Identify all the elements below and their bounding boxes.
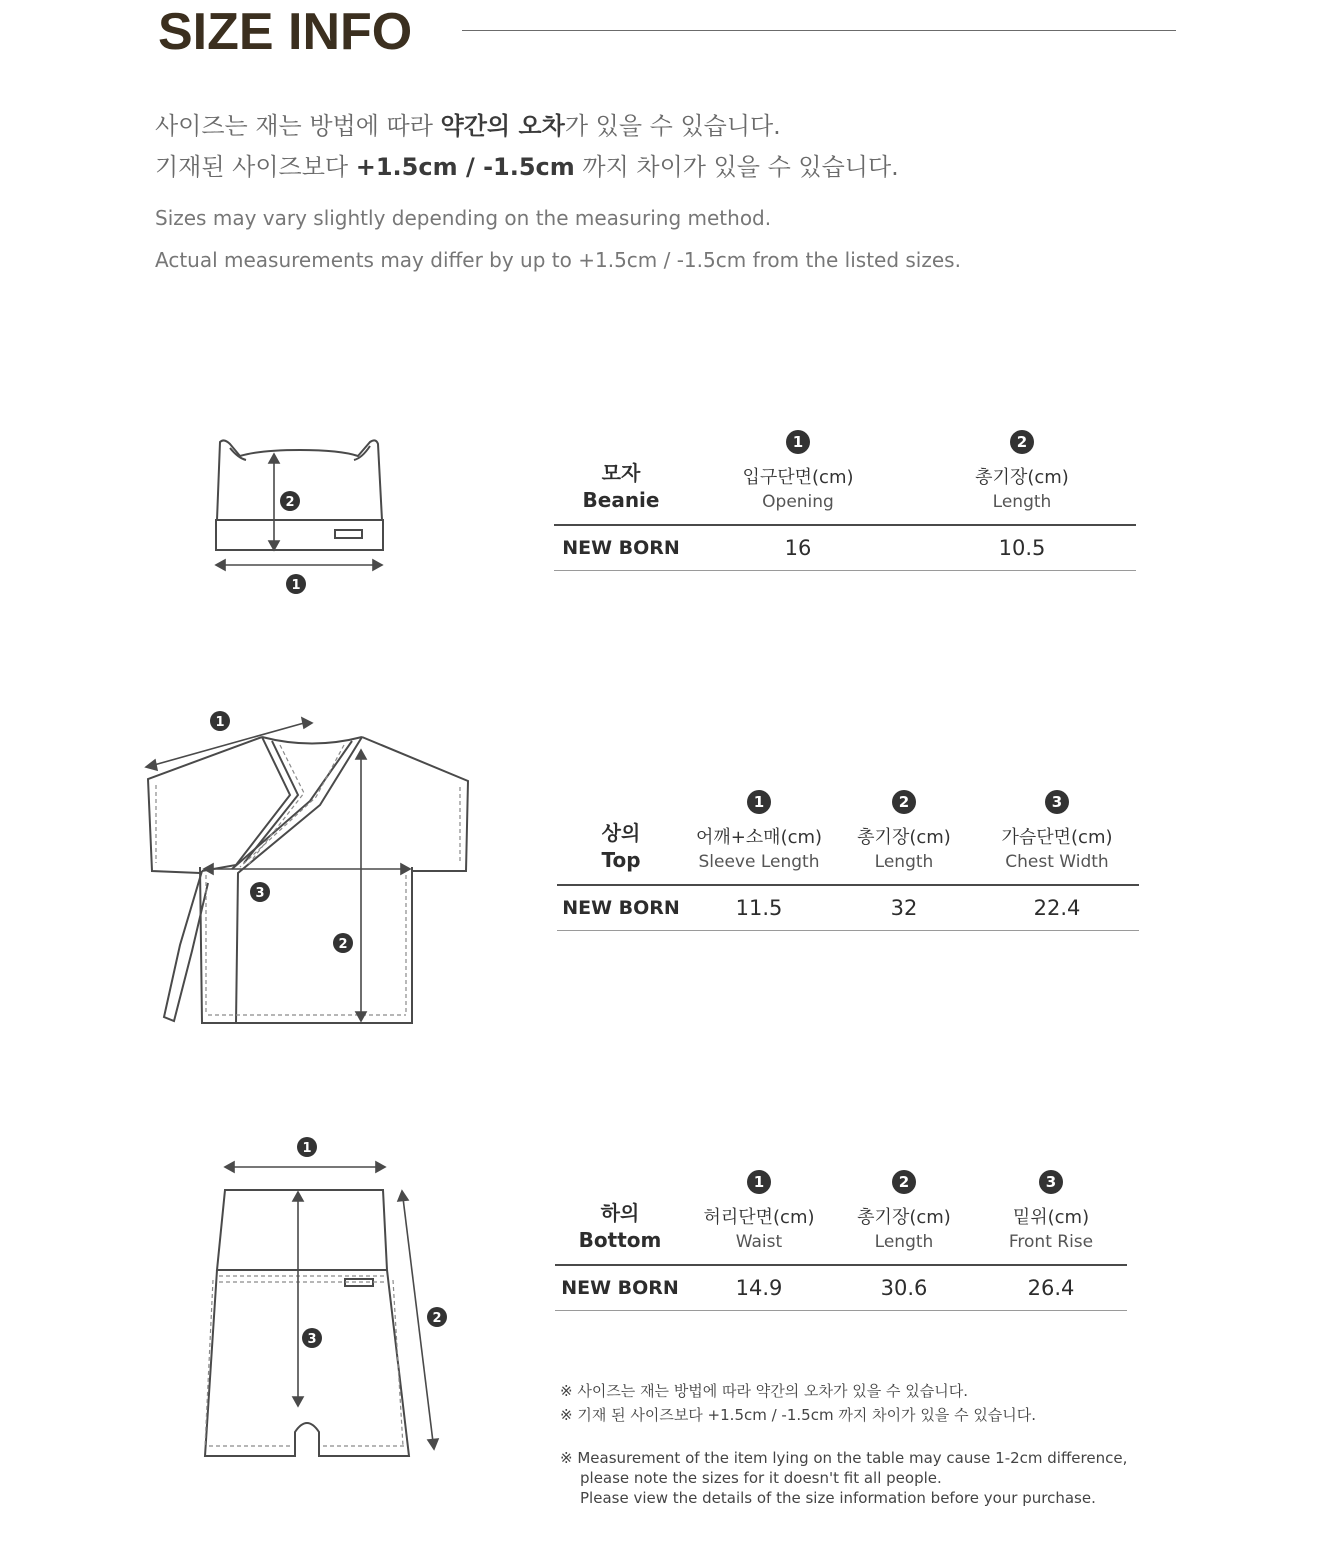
beanie-category-en: Beanie: [582, 488, 660, 512]
top-col-1-en: Sleeve Length: [698, 852, 820, 872]
top-category-en: Top: [601, 848, 641, 872]
bottom-col-1-kr: 허리단면(cm): [703, 1207, 815, 1228]
bottom-col-1-en: Waist: [735, 1232, 783, 1252]
beanie-badge-1: [286, 574, 306, 594]
notice-kr-line-1: [155, 106, 781, 141]
notice-en-line-2: Actual measurements may differ by up to +1.5cm / -1.5cm from the listed sizes.: [155, 248, 961, 272]
top-category-kr: 상의: [601, 821, 641, 845]
cell-sleeve: 11.5: [685, 885, 833, 931]
top-illustration: [140, 705, 480, 1035]
top-badge-3: [250, 882, 270, 902]
bottom-badge-2: [427, 1307, 447, 1327]
cell-length: 10.5: [908, 525, 1136, 571]
top-badge-2: [333, 933, 353, 953]
footnote-en-2: please note the sizes for it doesn't fit all people.: [580, 1469, 942, 1487]
notice-en-line-1: Sizes may vary slightly depending on the measuring method.: [155, 206, 772, 230]
table-row: [554, 525, 1136, 571]
bottom-col-waist: [685, 1170, 833, 1265]
svg-text:1: 1: [215, 715, 225, 730]
bottom-col-3-en: Front Rise: [1008, 1232, 1094, 1252]
cell-rise: 26.4: [975, 1265, 1127, 1311]
notice-kr-2-part-2: +1.5cm / -1.5cm: [355, 153, 575, 181]
cell-length: 32: [833, 885, 975, 931]
top-col-2-kr: 총기장(cm): [857, 827, 951, 848]
top-col-3-en: Chest Width: [1005, 852, 1109, 872]
notice-kr-1-part-2: 약간의 오차: [440, 112, 565, 140]
beanie-category-kr: 모자: [601, 461, 641, 485]
badge-1-icon: 1: [786, 430, 810, 454]
svg-text:3: 3: [307, 1332, 317, 1347]
bottom-category-en: Bottom: [578, 1228, 662, 1252]
cell-waist: 14.9: [685, 1265, 833, 1311]
row-label: NEW BORN: [554, 525, 688, 571]
top-col-sleeve: [685, 790, 833, 885]
title-divider: [462, 30, 1176, 31]
bottom-size-table: [555, 1170, 1127, 1311]
notice-kr-2-part-3: 까지 차이가 있을 수 있습니다.: [574, 153, 899, 181]
notice-kr-1-part-1: 사이즈는 재는 방법에 따라: [155, 112, 441, 140]
bottom-col-rise: [975, 1170, 1127, 1265]
beanie-size-table: [554, 430, 1136, 571]
bottom-col-length: [833, 1170, 975, 1265]
row-label: NEW BORN: [555, 1265, 685, 1311]
badge-2-icon: 2: [892, 790, 916, 814]
footnote-en-1: ※ Measurement of the item lying on the table may cause 1-2cm difference,: [560, 1449, 1128, 1467]
bottom-category-kr: 하의: [600, 1201, 640, 1225]
beanie-badge-2: [280, 491, 300, 511]
bottom-category-header: [555, 1170, 685, 1265]
beanie-illustration: [200, 430, 400, 600]
table-row: [555, 1265, 1127, 1311]
table-row: [557, 885, 1139, 931]
beanie-col-1-en: Opening: [762, 492, 834, 512]
beanie-col-2-kr: 총기장(cm): [975, 467, 1069, 488]
svg-text:2: 2: [338, 937, 348, 952]
svg-text:3: 3: [255, 886, 265, 901]
beanie-col-2-en: Length: [992, 492, 1052, 512]
bottom-col-2-kr: 총기장(cm): [857, 1207, 951, 1228]
bottom-col-2-en: Length: [874, 1232, 934, 1252]
svg-text:1: 1: [291, 578, 301, 593]
footnote-kr-2: ※ 기재 된 사이즈보다 +1.5cm / -1.5cm 까지 차이가 있을 수 있습니다.: [560, 1406, 1037, 1424]
top-size-table: [557, 790, 1139, 931]
footnote-en-3: Please view the details of the size information before your purchase.: [580, 1489, 1096, 1507]
notice-kr-1-part-3: 가 있을 수 있습니다.: [564, 112, 781, 140]
top-col-3-kr: 가슴단면(cm): [1001, 827, 1113, 848]
bottom-badge-3: [302, 1328, 322, 1348]
top-col-1-kr: 어깨+소매(cm): [695, 827, 823, 848]
svg-text:2: 2: [285, 495, 295, 510]
top-col-length: [833, 790, 975, 885]
svg-text:2: 2: [432, 1311, 442, 1326]
beanie-col-length: [908, 430, 1136, 525]
bottom-badge-1: [297, 1137, 317, 1157]
notice-kr-2-part-1: 기재된 사이즈보다: [155, 153, 356, 181]
badge-3-icon: 3: [1039, 1170, 1063, 1194]
cell-opening: 16: [688, 525, 908, 571]
notice-kr-line-2: [155, 147, 899, 182]
bottom-illustration: [195, 1130, 465, 1470]
badge-2-icon: 2: [1010, 430, 1034, 454]
cell-length: 30.6: [833, 1265, 975, 1311]
row-label: NEW BORN: [557, 885, 685, 931]
cell-chest: 22.4: [975, 885, 1139, 931]
page-title: SIZE INFO: [158, 3, 413, 61]
badge-1-icon: 1: [747, 790, 771, 814]
bottom-col-3-kr: 밑위(cm): [1012, 1207, 1090, 1228]
top-category-header: [557, 790, 685, 885]
top-col-chest: [975, 790, 1139, 885]
beanie-col-1-kr: 입구단면(cm): [742, 467, 854, 488]
svg-text:1: 1: [302, 1141, 312, 1156]
footnote-kr-1: ※ 사이즈는 재는 방법에 따라 약간의 오차가 있을 수 있습니다.: [560, 1382, 969, 1400]
top-col-2-en: Length: [874, 852, 934, 872]
badge-3-icon: 3: [1045, 790, 1069, 814]
beanie-col-opening: [688, 430, 908, 525]
badge-1-icon: 1: [747, 1170, 771, 1194]
beanie-category-header: [554, 430, 688, 525]
badge-2-icon: 2: [892, 1170, 916, 1194]
top-badge-1: [210, 711, 230, 731]
